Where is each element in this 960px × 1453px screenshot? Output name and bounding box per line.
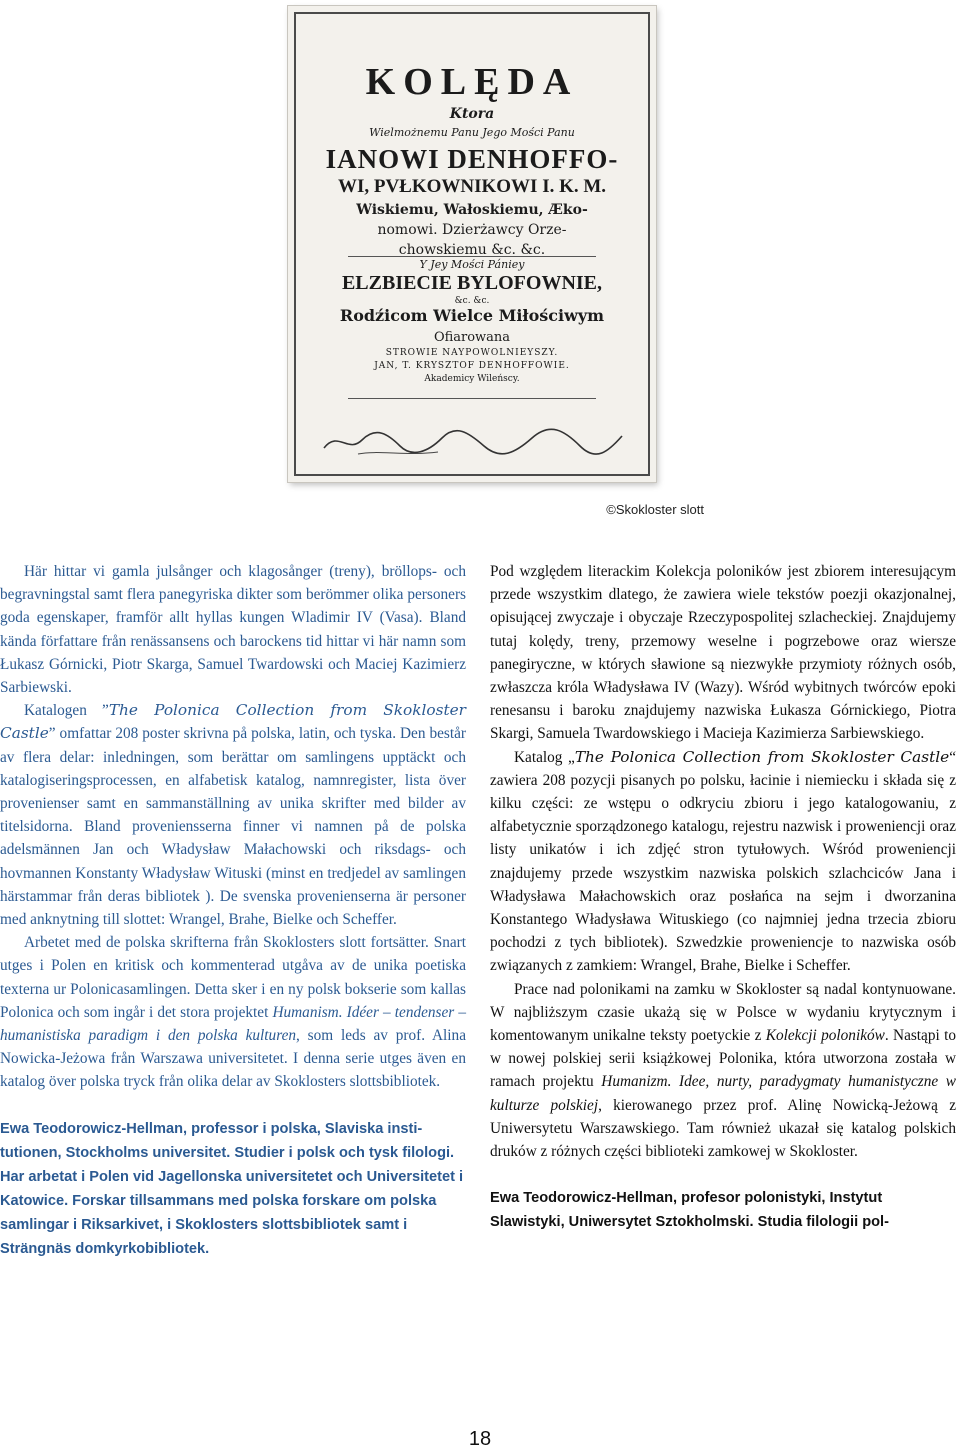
scan-line: STROWIE NAYPOWOLNIEYSZY. [385, 348, 559, 358]
paragraph-text: Pod względem literackim Kolekcja poloników jest zbiorem interesującym przede wszystkim dlatego, że zawiera wiele tekstów poezji okazjonalnej, opisującej zwyczaje i obyczaje Rzeczypospolitej szlacheckiej. Znajdujemy tutaj kolędy, treny, przemowy weselne i pogrzebowe oraz wiersze panegiryczne, w których sławione są niezwykłe przymioty różnych osób, zwłaszcza króla Władysława IV (Wazy). Wśród wybitnych twórców epoki renesansu i baroku znajdujemy nazwiska Łukasza Górnickiego, Piotra Skargi, Samuela Twardowskiego i Macieja Kazimierza Sarbiewskiego. [490, 563, 956, 743]
polish-column [490, 560, 956, 1234]
page-number: 18 [468, 1428, 492, 1450]
scan-line: Rodźicom Wielce Miłościwym [339, 306, 605, 325]
scan-line: IANOWI DENHOFFO- [325, 144, 619, 174]
scan-line: Wiskiemu, Wałoskiemu, Æko- [356, 202, 588, 218]
paragraph [490, 560, 956, 746]
collection-title: Kolekcji poloników [765, 1027, 885, 1045]
paragraph-text: Katalogen ” [24, 702, 109, 720]
paragraph-text: , kierowanego przez prof. Alinę Nowicką-Jeżową z Uniwersytetu Warszawskiego. Tam również ukazał się katalog polskich druków z różnych części biblioteki zamkowej w Skokloster. [490, 1096, 956, 1161]
project-title: Humanizm. Idee, nurty, paradygmaty humanistyczne w kulturze polskiej [490, 1073, 957, 1114]
paragraph-text: Här hittar vi gamla julsånger och klagosånger (treny), bröllops- och begravningstal samt flera panegyriska dikter som berömmer olika personers goda egenskaper, framför allt hyllas kungen Wladimir IV (Vasa). Bland kända författare från renässansens och barockens tid hittar vi här namn som Łukasz Górnicki, Piotr Skarga, Samuel Twardowski och Maciej Kazimierz Sarbiewski. [0, 563, 466, 697]
scan-line: ELZBIECIE BYLOFOWNIE, [341, 272, 603, 294]
scan-rule [348, 256, 596, 257]
swedish-column [0, 560, 466, 1261]
photo-credit: ©Skokloster slott [606, 502, 704, 517]
author-bio: Ewa Teodorowicz-Hellman, professor i polska, Slaviska institutionen, Stockholms universitet. Studier i polsk och tysk filologi. Har arbetat i Polen vid Jagellonska universitetet och Universitetet i Katowice. Forskar tillsammans med polska forskare om polska samlingar i Riksarkivet, i Skoklosters slottsbibliotek samt i Strängnäs domkyrkobibliotek. [0, 1120, 464, 1257]
scan-line: Y Jey Mości Pániey [419, 258, 525, 271]
paragraph [0, 931, 466, 1093]
scan-line: WI, PVŁKOWNIKOWI I. K. M. [337, 176, 607, 197]
paragraph [490, 746, 956, 978]
paragraph-text: Prace nad polonikami na zamku w Skokloster są nadal kontynuowane. W najbliższym czasie ukażą się w Polsce w wydaniu krytycznym i komentowanym unikalne teksty poetyckie z [490, 980, 956, 1045]
project-title: Humanism. Idéer – tendenser – humanistiska paradigm i den polska kulturen [0, 1003, 467, 1045]
title-page-scan [288, 6, 656, 482]
scan-line: nomowi. Dzierżawcy Orze- [377, 222, 567, 238]
paragraph-text: . Nastąpi to w nowej polskiej serii książkowej Polonika, która utworzona została w ramach projektu [490, 1027, 956, 1091]
author-bio: Ewa Teodorowicz-Hellman, profesor polonistyki, Instytut Slawistyki, Uniwersytet Sztokholmski. Studia filologii pol- [490, 1190, 889, 1231]
scan-line: &c. &c. [454, 296, 490, 306]
scan-line: JAN, T. KRYSZTOF DENHOFFOWIE. [374, 361, 570, 371]
paragraph [0, 560, 466, 699]
paragraph-text: , som leds av prof. Alina Nowicka-Jeżowa från Warszawa universitetet. I denna serie utges även en katalog över polska tryck från olika delar av Skoklosters slottsbibliotek. [0, 1027, 466, 1091]
paragraph [0, 699, 466, 931]
paragraph-text: Arbetet med de polska skrifterna från Skoklosters slott fortsätter. Snart utges i Polen en kritisk och kommenterad utgåva av de unika poetiska texterna ur Polonicasamlingen. Detta sker i en ny polsk bokserie som kallas Polonica och som ingår i det stora projektet [0, 934, 466, 1021]
catalogue-title: The Polonica Collection from Skokloster Castle [0, 701, 466, 743]
paragraph-text: ” omfattar 208 poster skrivna på polska, latin, och tyska. Den består av flera delar: inledningen, som berättar om samlingens upptäckt och katalogiseringsprocessen, en alfabetisk katalog, namnregister, lista över provenienser samt en sammanställning av unika skrifter med bilder av titelsidorna. Bland proveniensserna finner vi namnen på de polska adelsmännen Jan och Władysław Małachowski och riksdags- och hovmannen Konstanty Władysław Wituski (minst en tredjedel av samlingen härstammar från deras bibliotek ). De svenska provenienserna är personer med anknytning till slottet: Wrangel, Brahe, Bielke och Scheffer. [0, 725, 466, 929]
scan-rule [348, 398, 596, 399]
scan-line: KOLĘDA [365, 61, 579, 103]
scan-line: Ktora [449, 106, 495, 122]
catalogue-title: The Polonica Collection from Skokloster Castle [574, 747, 950, 766]
scan-line: Ofiarowana [433, 330, 511, 345]
scan-line: Wielmożnemu Panu Jego Mości Panu [369, 126, 575, 139]
paragraph [490, 978, 956, 1164]
scan-line: Akademicy Wileńscy. [424, 374, 520, 384]
handwritten-signature [318, 424, 628, 460]
scan-line: chowskiemu &c. &c. [398, 242, 546, 258]
paragraph-text: “ zawiera 208 pozycji pisanych po polsku, łacinie i niemiecku i składa się z kilku części: ze wstępu o odkryciu zbioru i jego katalogowaniu, z alfabetycznie sporządzonego katalogu, rejestru nazwisk i proweniencji oraz listy unikatów i ich zdjęć stron tytułowych. Wśród proweniencji znajdujemy przede wszystkim nazwiska polskich szlachciców Jana i Władysława Małachowskich oraz posłańca na sejm i dworzanina Konstantego Władysława Wituskiego (co najmniej jedna trzecia zbioru pochodzi z tych bibliotek). Szwedzkie proweniencje to nazwiska osób związanych z zamkiem: Wrangel, Brahe, Bielke i Scheffer. [490, 748, 956, 975]
paragraph-text: Katalog „ [514, 748, 575, 766]
